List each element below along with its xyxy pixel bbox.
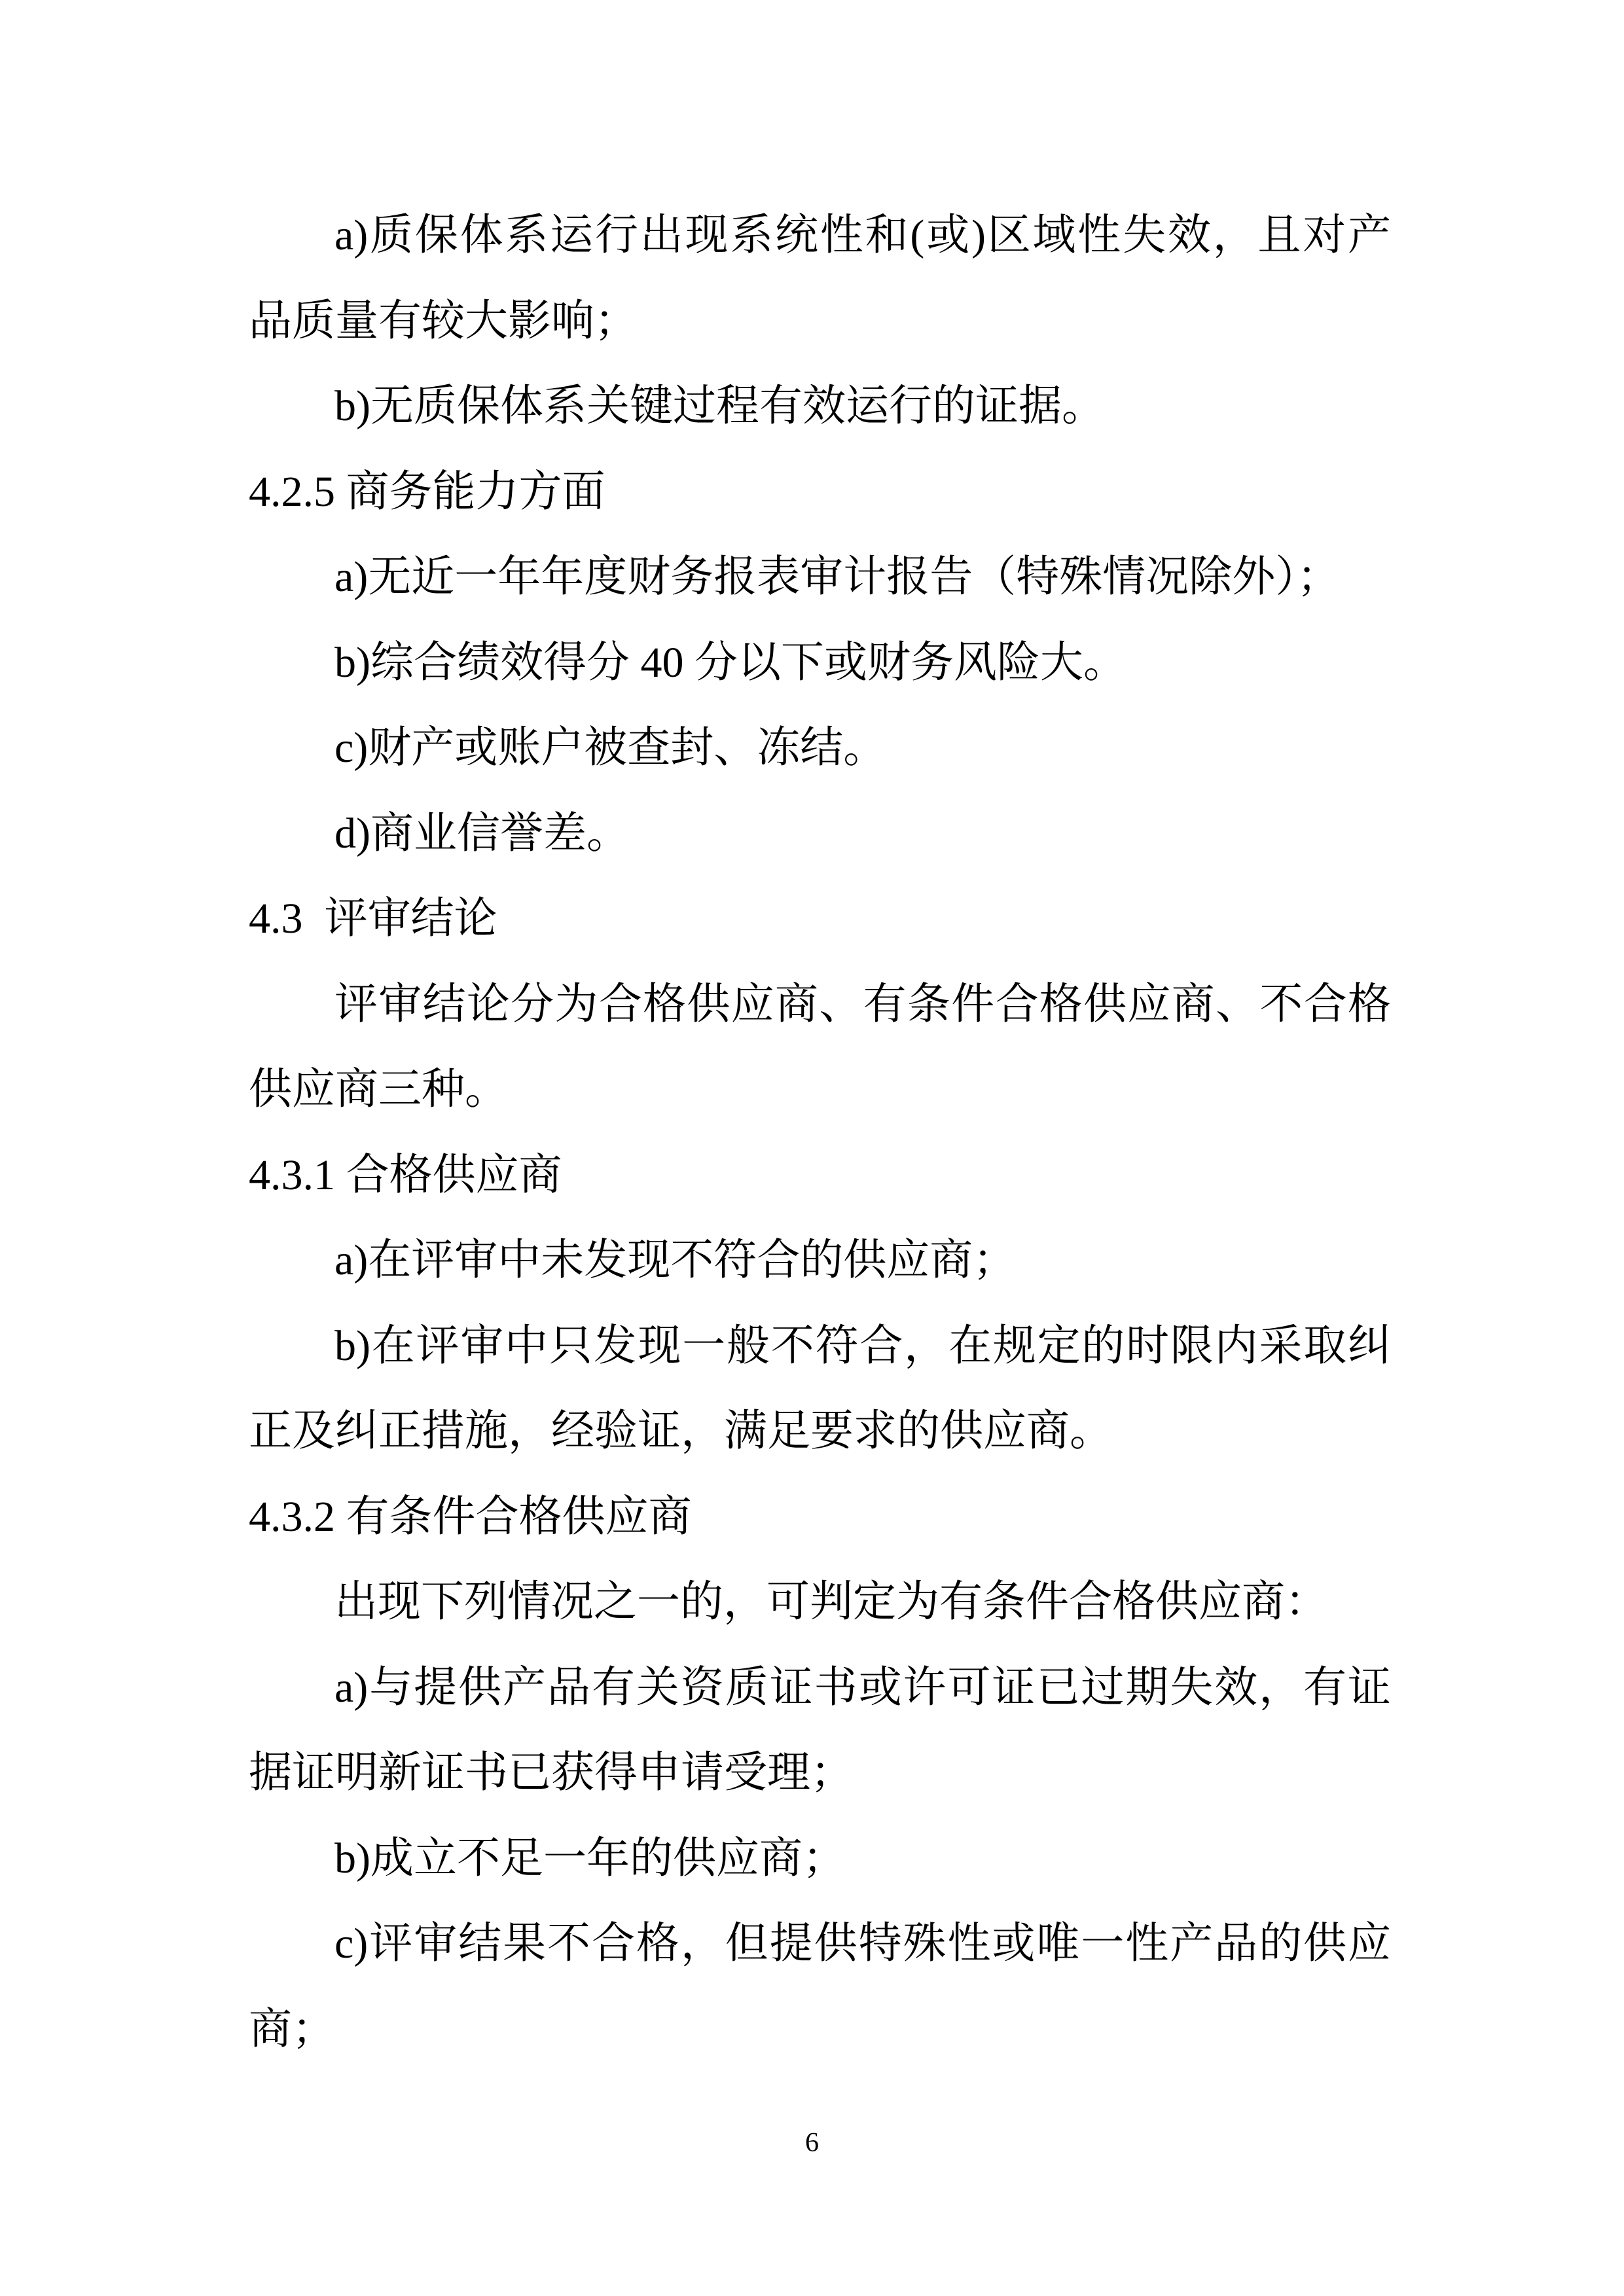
section-heading: 4.3.2 有条件合格供应商 <box>249 1492 692 1541</box>
text-line: b)成立不足一年的供应商； <box>334 1834 846 1882</box>
text-line: 品质量有较大影响； <box>249 296 638 345</box>
text-line: 据证明新证书已获得申请受理； <box>249 1749 854 1797</box>
section-heading: 4.2.5 商务能力方面 <box>249 467 605 516</box>
page-number: 6 <box>805 2128 819 2158</box>
text-line: 商； <box>249 2005 335 2053</box>
text-line: a)在评审中未发现不符合的供应商； <box>334 1236 1017 1284</box>
section-heading: 4.3.1 合格供应商 <box>249 1151 562 1199</box>
section-heading: 4.3 评审结论 <box>249 895 497 942</box>
text-line: 出现下列情况之一的，可判定为有条件合格供应商： <box>334 1578 1328 1626</box>
text-line: c)财产或账户被查封、冻结。 <box>334 724 887 772</box>
text-line: b)综合绩效得分 40 分以下或财务风险大。 <box>334 638 1127 687</box>
text-line: 正及纠正措施，经验证，满足要求的供应商。 <box>249 1407 1113 1455</box>
text-line: a)与提供产品有关资质证书或许可证已过期失效，有证 <box>334 1663 1391 1712</box>
text-line: 评审结论分为合格供应商、有条件合格供应商、不合格 <box>334 980 1391 1028</box>
document-body <box>249 193 1391 2072</box>
text-line: b)无质保体系关键过程有效运行的证据。 <box>334 382 1105 430</box>
text-line: a)质保体系运行出现系统性和(或)区域性失效，且对产 <box>334 211 1391 259</box>
text-line: 供应商三种。 <box>249 1066 508 1113</box>
text-line: b)在评审中只发现一般不符合，在规定的时限内采取纠 <box>334 1321 1391 1370</box>
text-line: a)无近一年年度财务报表审计报告（特殊情况除外）； <box>334 553 1341 601</box>
text-line: d)商业信誉差。 <box>334 809 630 857</box>
text-line: c)评审结果不合格，但提供特殊性或唯一性产品的供应 <box>334 1920 1391 1967</box>
